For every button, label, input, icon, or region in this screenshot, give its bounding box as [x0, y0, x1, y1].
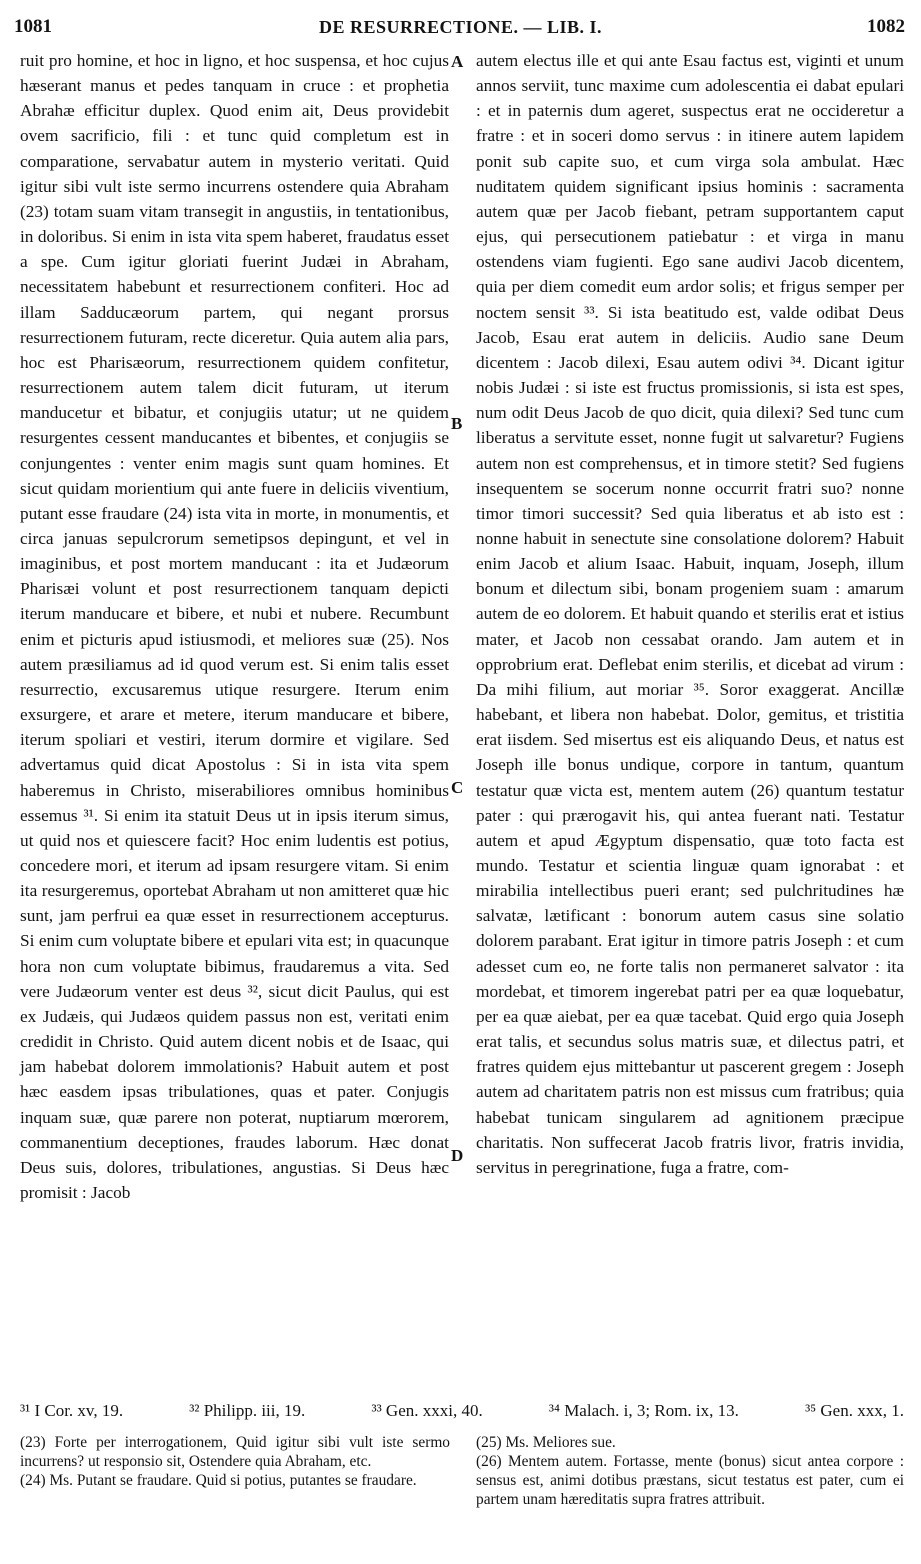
margin-letter-d: D: [451, 1146, 464, 1165]
footnote-31: ³¹ I Cor. xv, 19.: [20, 1401, 124, 1420]
page-number-left: 1081: [14, 16, 52, 37]
footnote-35: ³⁵ Gen. xxx, 1.: [805, 1401, 904, 1420]
running-title: DE RESURRECTIONE. — LIB. I.: [318, 17, 603, 37]
margin-letter-b: B: [451, 414, 463, 433]
left-column: [20, 48, 449, 1205]
right-column: [476, 48, 904, 1180]
footnote-33: ³³ Gen. xxxi, 40.: [371, 1401, 483, 1420]
note-23: (23) Forte per interrogationem, Quid igitur sibi vult iste sermo incurrens? ut responsio sit, Ostendere quia Abraham, etc.: [20, 1434, 450, 1470]
footnote-32: ³² Philipp. iii, 19.: [189, 1401, 306, 1420]
editor-notes-left: [20, 1433, 450, 1490]
note-24: (24) Ms. Putant se fraudare. Quid si potius, putantes se fraudare.: [20, 1472, 417, 1489]
footnote-references: [20, 1400, 904, 1422]
note-25: (25) Ms. Meliores sue.: [476, 1434, 616, 1451]
page-number-right: 1082: [867, 16, 905, 37]
footnote-34: ³⁴ Malach. i, 3; Rom. ix, 13.: [548, 1401, 739, 1420]
margin-letter-c: C: [451, 778, 464, 797]
note-26: (26) Mentem autem. Fortasse, mente (bonus) sicut antea corpore : sensus est, animi dotibus præstans, sicut testatus est pater, cum ei partem unam hæreditatis supra fratres attribuit.: [476, 1453, 904, 1508]
right-column-text: autem electus ille et qui ante Esau factus est, viginti et unum annos serviit, tunc maxime cum adolescentia ei dabat epulari : et in paternis dum ageret, suspectus erat ne occideretur a fratre : et in soceri domo servus : in itinere autem lapidem ponit sub capite suo, et cum virga sola ambulat. Hæc nuditatem quidem significant ipsius hominis : sacramenta autem quæ per Jacob fiebant, petram supportantem caput ejus, qui persecutionem patiebatur : et virga in manu ostendens viam fugienti. Ego sane audivi Jacob dicentem, quia per diem comedit eum ardor solis; et frigus semper per noctem sensit ³³. Si ista beatitudo est, valde odibat Deus Jacob, Esau erat autem in deliciis. Audio sane Deum dicentem : Jacob dilexi, Esau autem odivi ³⁴. Dicant igitur nobis Judæi : si iste est fructus promissionis, si ista est spes, num odit Deus Jacob de quo dicit, quia dilexi? Sed tunc cum liberatus a servitute esset, nonne fugit ut salvaretur? Fugiens autem non est comprehensus, et in timore stetit? Sed fugiens insequentem se socerum nonne occurrit fratri suo? nonne timor timori successit? Sed quia liberatus et ab isto est : nonne habuit in senectute sine consolatione dolorem? Habuit enim Jacob et alium Isaac. Habuit, inquam, Joseph, illum bonum et dilectum sibi, bonam progeniem suam : amarum autem de eo dolorem. Et habuit quando et sterilis erat et istius mater, et Jacob non cessabat orando. Jam autem et in opprobrium erat. Deflebat enim sterilis, et dicebat ad virum : Da mihi filium, aut moriar ³⁵. Soror exaggerat. Ancillæ habebant, et libera non habebat. Dolor, gemitus, et tristitia erat iisdem. Sed misertus est eis aliquando Deus, et natus est Joseph ille bonus undique, corpore in tantum, quantum testatur quæ victa est, mentem autem (26) quantum testatur pater : qui prærogavit his, qui antea fuerant nati. Testatur autem et apud Ægyptum dispensatio, quæ toto facta est mundo. Testatur et scientia linguæ quam ignorabat : et mirabilia intellectibus pueri erant; sed pulchritudines hæ salvatæ, lætificant : bonorum autem casus sine solatio dolorem parabant. Erat igitur in timore patris Joseph : et cum adesset cum eo, ne forte talis non permaneret salvator : ita mordebat, et timorem ingerebat patri per ea quæ loquebatur, per ea quæ aiebat, per ea quæ tacebat. Quid ergo quia Joseph erat talis, et secundus solus matris suæ, et dilectus patri, et fratres quidem ejus mittebantur ut pascerent gregem : Joseph autem ad charitatem patris non est missus cum fratribus; quia habebat tunicam singularem ad agnitionem præcipue charitatis. Non suffecerat Jacob fratris livor, fratris invidia, servitus in peregrinatione, fuga a fratre, com-: [476, 51, 904, 1177]
editor-notes-right: [476, 1433, 904, 1509]
left-column-text: ruit pro homine, et hoc in ligno, et hoc suspensa, et hoc cujus hæserant manus et pedes tanquam in cruce : et prophetia Abrahæ efficitur duplex. Quod enim ait, Deus providebit ovem sacrificio, fili : et tunc quid completum est in comparatione, servabatur autem in mysterio veritati. Quid igitur sibi vult iste sermo incurrens ostendere quia Abraham (23) totam suam vitam transegit in angustiis, in tentationibus, in doloribus. Si enim in ista vita spem haberet, fraudatus esset a spe. Cum igitur gloriati fuerint Judæi in Abraham, necessitatem habebunt et resurrectionem confiteri. Hoc ad illam Sadducæorum partem, qui negant prorsus resurrectionem futuram, recte diceretur. Quia autem alia pars, hoc est Pharisæorum, resurrectionem quidem confitetur, resurrectionem autem talem dicit futuram, ut iterum manducetur et bibatur, et conjugiis utatur; ut ne quidem resurgentes cessent manducantes et bibentes, et conjugiis se conjungentes : venter enim magis sunt quam homines. Et sicut quidam morientium qui ante fuere in deliciis viventium, putant esse fraudare (24) ista vita in morte, in monumentis, et circa januas sepulcrorum semetipsos depingunt, et vel in imaginibus, et post mortem manducant : ita et Judæorum Pharisæi volunt et post resurrectionem tanquam depicti iterum manducare et bibere, et nubi et nubere. Recumbunt enim et picturis apud istiusmodi, et meliores suæ (25). Nos autem præsiliamus ad id quod verum est. Si enim talis esset resurrectio, excusaremus utique resurgere. Iterum enim exsurgere, et arare et metere, iterum manducare et bibere, iterum spoliari et vestiri, iterum dormire et vigilare. Sed advertamus quid dicat Apostolus : Si in ista vita spem haberemus in Christo, miserabiliores omnibus hominibus essemus ³¹. Si enim ita statuit Deus ut in ipsis iterum simus, ut quid nos et quiescere facit? Hoc enim ludentis est potius, concedere mori, et iterum ad ipsam resurgere vitam. Si enim ita resurgeremus, oportebat Abraham ut non amitteret quæ hic sunt, jam perfrui ea quæ esset in resurrectionem accepturus. Si enim cum voluptate bibere et epulari vita est; in quacunque hora non cum voluptate bibimus, fraudaremus a vita. Sed vere Judæorum venter est deus ³², sicut dicit Paulus, qui est ex Judæis, qui Judæos quidem passus non est, veritati enim credidit in Christo. Quid autem dicent nobis et de Isaac, qui jam habebat dolorem immolationis? Habuit autem et post hæc easdem ipsas tribulationes, quas et pater. Conjugis inquam suæ, quæ parere non poterat, nuptiarum mœrorem, commanentium deceptiones, fraudes laborum. Hæc donat Deus suis, dolores, tribulationes, angustias. Si Deus hæc promisit : Jacob: [20, 51, 449, 1203]
margin-letter-a: A: [451, 52, 464, 71]
